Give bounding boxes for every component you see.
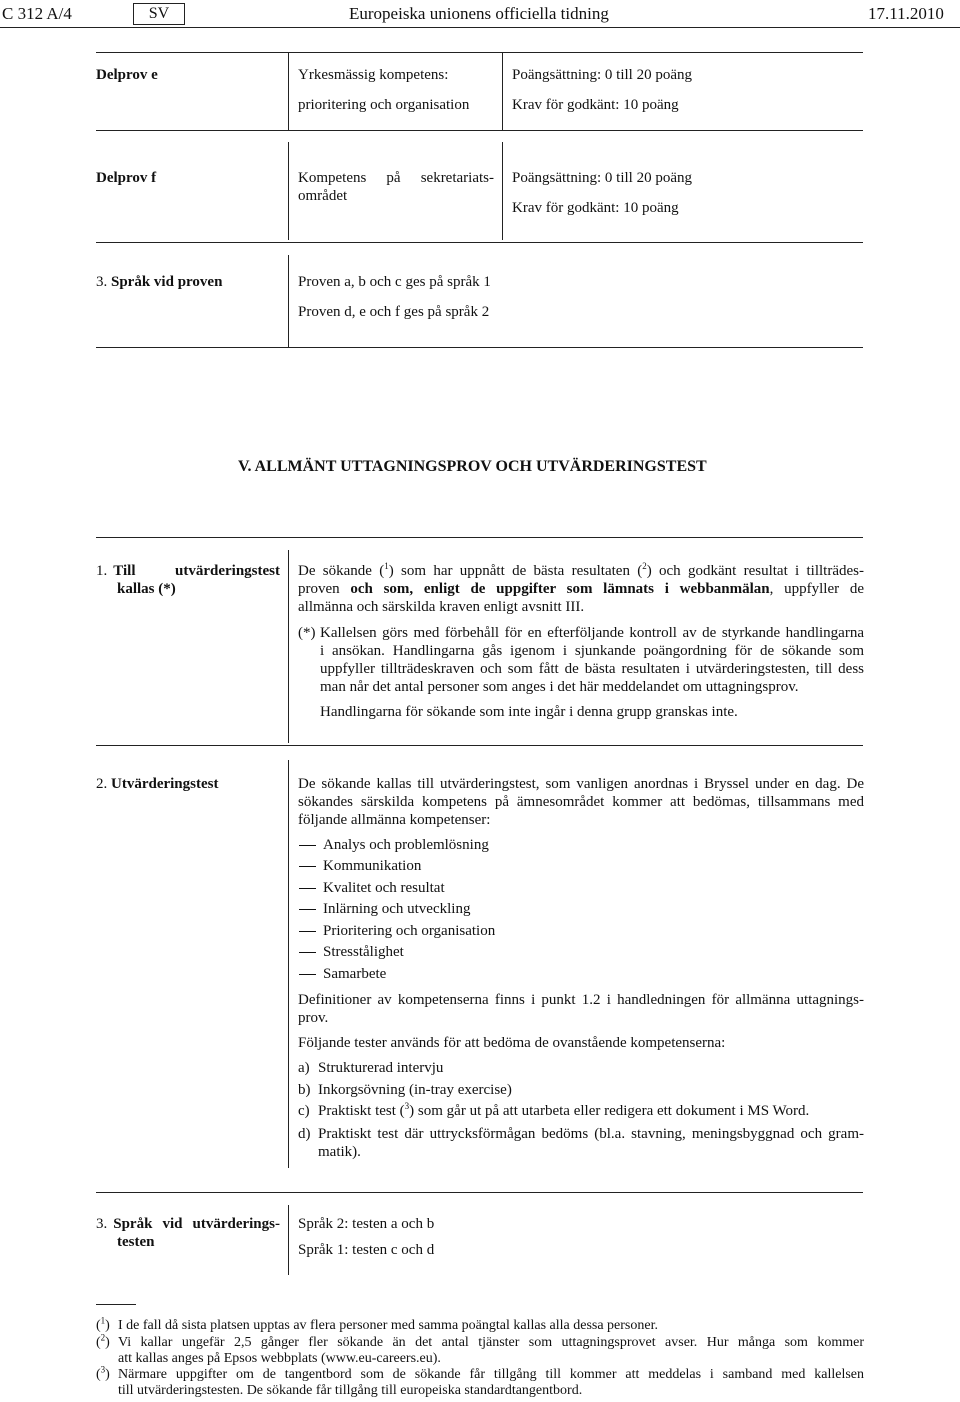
test-mark: a)	[298, 1060, 310, 1076]
column-divider	[288, 760, 289, 1168]
row-label-language	[96, 273, 222, 291]
row-score: Poängsättning: 0 till 20 poäng	[512, 67, 692, 83]
page-ref: C 312 A/4	[2, 4, 72, 23]
paragraph-line: Följande tester används för att bedöma de ovanstående kompetenserna:	[298, 1035, 726, 1051]
language-line: Språk 1: testen c och d	[298, 1242, 435, 1258]
table-rule	[96, 1192, 863, 1193]
row-label-delprov-f: Delprov f	[96, 170, 157, 186]
paragraph-line: sökandes särskilda kompetens på ämnesområdet kommer att bedömas, tillsammans med	[298, 794, 864, 810]
competence-item: Inlärning och utveckling	[298, 900, 470, 918]
note-line: i ansökan. Handlingarna gås igenom i sjunkande poängordning för de sökande som	[320, 643, 864, 659]
row-score: Poängsättning: 0 till 20 poäng	[512, 170, 692, 186]
note-line: Handlingarna för sökande som inte ingår i denna grupp granskas inte.	[320, 704, 738, 720]
table-rule	[96, 347, 863, 348]
language-line: Språk 2: testen a och b	[298, 1216, 435, 1232]
note-mark: (*)	[298, 625, 316, 641]
test-item: Strukturerad intervju	[318, 1060, 444, 1076]
item-title: kallas (*)	[117, 581, 176, 597]
item-number: 3.	[96, 1216, 108, 1232]
column-divider	[502, 142, 503, 240]
paragraph-line: De sökande ($^1$) som har uppnått de bästa resultaten ($^2$) och godkänt resultat i tillträdes-	[298, 561, 864, 579]
section-title: V. ALLMÄNT UTTAGNINGSPROV OCH UTVÄRDERINGSTEST	[238, 458, 707, 475]
footnote-text: Närmare uppgifter om de tangentbord som de sökande får tillgång till kommer att meddelas i samband med kallelsen	[118, 1367, 864, 1382]
column-divider	[502, 53, 503, 130]
footnote-ref: 1	[384, 561, 389, 571]
note-line: uppfyller tillträdeskraven och som fått de bästa resultaten i utvärderingstesten, till dess	[320, 661, 864, 677]
column-divider	[288, 550, 289, 743]
item-number: 3.	[96, 274, 108, 290]
footnote-mark: ($^2$)	[96, 1332, 110, 1350]
table-rule	[96, 130, 863, 131]
footnote-text: till utvärderingstesten. De sökande får tillgång till europeiska standardtangentbord.	[118, 1383, 583, 1398]
item-number: 2.	[96, 776, 108, 792]
item-1-label	[96, 562, 280, 598]
footnote-text: att kallas anges på Epsos webbplats (www.eu-careers.eu).	[118, 1351, 441, 1366]
table-rule	[96, 242, 863, 243]
test-item: Inkorgsövning (in-tray exercise)	[318, 1082, 512, 1098]
test-item: Praktiskt test där uttrycksförmågan bedöms (bl.a. stavning, meningsbyggnad och gram-	[318, 1126, 864, 1142]
footnote-rule	[96, 1304, 136, 1305]
note-line: man når det antal personer som anges i det här meddelandet om uttagningsprov.	[320, 679, 799, 695]
test-item: matik).	[318, 1144, 361, 1160]
row-desc: Yrkesmässig kompetens:	[298, 67, 449, 83]
competence-item: Analys och problemlösning	[298, 836, 489, 854]
footnote-text: Vi kallar ungefär 2,5 gånger fler sökande än det antal tjänster som uttagningsprovet avser. Hur många som kommer	[118, 1335, 864, 1350]
item-title: Utvärderingstest	[111, 776, 219, 792]
row-label-delprov-e: Delprov e	[96, 67, 158, 83]
header-rule	[0, 27, 960, 28]
competence-item: Prioritering och organisation	[298, 922, 495, 940]
footnote-ref: 3	[404, 1101, 410, 1111]
row-desc: området	[298, 188, 348, 204]
publication-date: 17.11.2010	[868, 4, 944, 23]
item-3-label	[96, 1215, 280, 1251]
test-item: Praktiskt test ($^3$) som går ut på att utarbeta eller redigera ett dokument i MS Word.	[318, 1101, 810, 1119]
paragraph-line: proven och som, enligt de uppgifter som lämnats i webbanmälan, uppfyller de	[298, 581, 864, 597]
table-rule	[96, 537, 863, 538]
paragraph-line: följande allmänna kompetenser:	[298, 812, 491, 828]
column-divider	[288, 53, 289, 130]
column-divider	[288, 255, 289, 347]
row-desc: Kompetens på sekretariats-	[298, 170, 494, 186]
item-title: Språk vid utvärderings-	[113, 1216, 280, 1232]
item-title: Till utvärderingstest	[113, 563, 280, 579]
column-divider	[288, 1205, 289, 1275]
paragraph-line: prov.	[298, 1010, 329, 1026]
item-number: 1.	[96, 563, 108, 579]
footnote-text: I de fall då sista platsen upptas av flera personer med samma poängtal kallas alla dessa personer.	[118, 1318, 658, 1333]
test-mark: c)	[298, 1103, 310, 1119]
footnote-mark: ($^3$)	[96, 1364, 110, 1382]
note-line: Kallelsen görs med förbehåll för en efterföljande kontroll av de styrkande handlingarna	[320, 625, 864, 641]
language-line: Proven d, e och f ges på språk 2	[298, 304, 490, 320]
competence-item: Kommunikation	[298, 857, 421, 875]
paragraph-line: De sökande kallas till utvärderingstest, som vanligen anordnas i Bryssel under en dag. De	[298, 776, 864, 792]
item-2-label	[96, 775, 218, 793]
table-rule	[96, 52, 863, 53]
footnote-ref: 2	[642, 561, 647, 571]
paragraph-line: allmänna och särskilda kraven enligt avsnitt III.	[298, 599, 585, 615]
row-pass-requirement: Krav för godkänt: 10 poäng	[512, 97, 679, 113]
competence-item: Samarbete	[298, 965, 386, 983]
paragraph-line: Definitioner av kompetenserna finns i punkt 1.2 i handledningen för allmänna uttagnings-	[298, 992, 864, 1008]
row-desc: prioritering och organisation	[298, 97, 470, 113]
test-mark: b)	[298, 1082, 311, 1098]
competence-item: Kvalitet och resultat	[298, 879, 445, 897]
row-pass-requirement: Krav för godkänt: 10 poäng	[512, 200, 679, 216]
item-title: Språk vid proven	[111, 274, 223, 290]
competence-item: Stresstålighet	[298, 943, 404, 961]
journal-title: Europeiska unionens officiella tidning	[349, 4, 609, 23]
footnote-mark: ($^1$)	[96, 1315, 110, 1333]
language-line: Proven a, b och c ges på språk 1	[298, 274, 491, 290]
language-code-box: SV	[133, 3, 185, 25]
test-mark: d)	[298, 1126, 311, 1142]
column-divider	[288, 142, 289, 240]
table-rule	[96, 745, 863, 746]
item-title: testen	[117, 1234, 155, 1250]
